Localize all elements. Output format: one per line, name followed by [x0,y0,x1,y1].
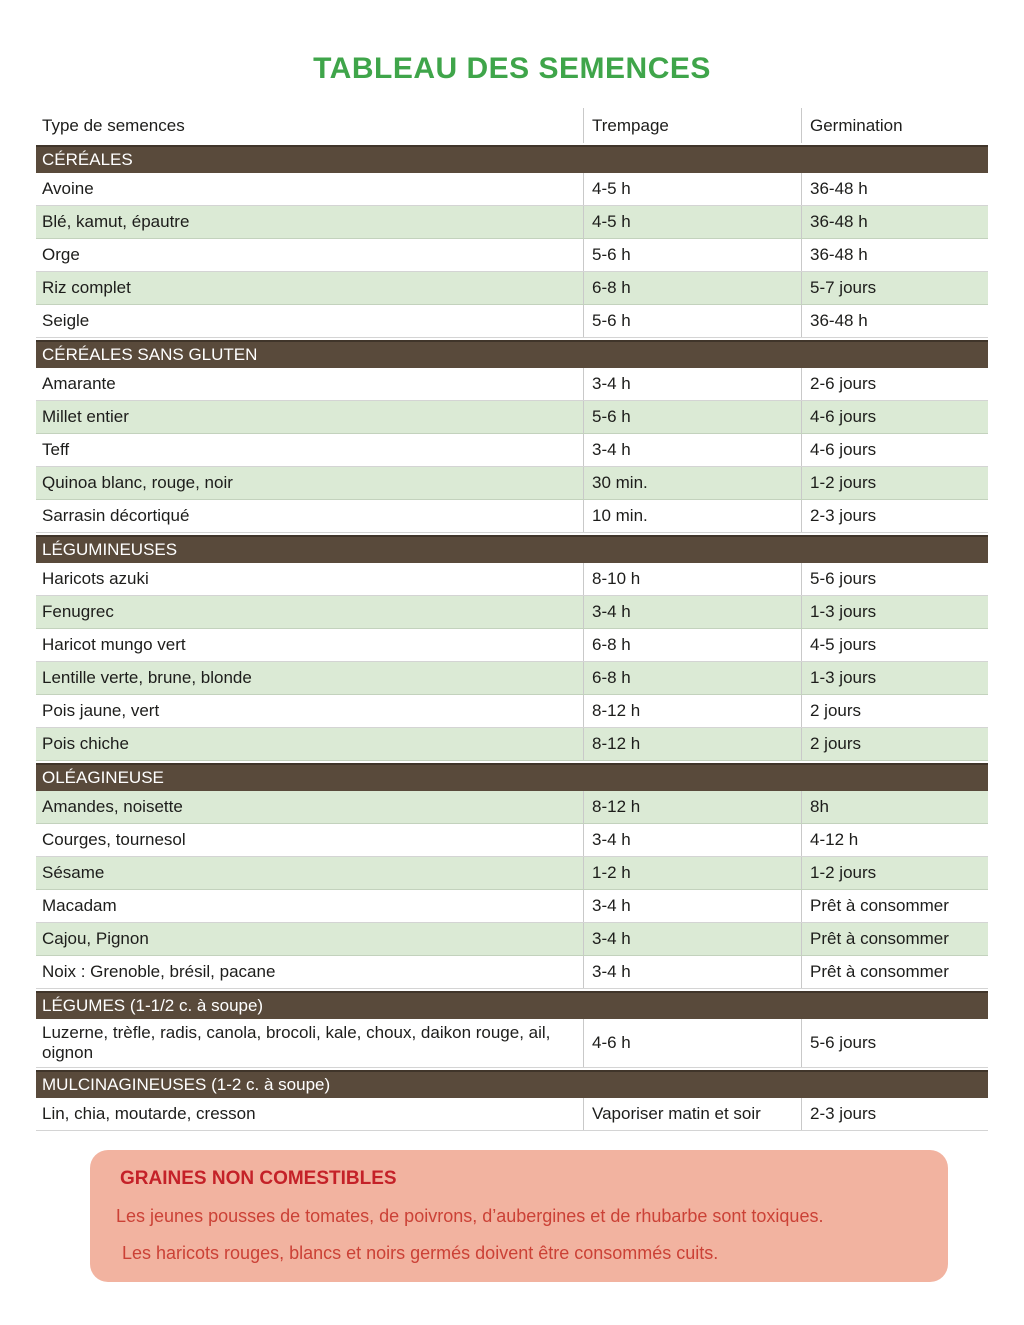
table-row [36,857,988,890]
table-row [36,173,988,206]
seed-name: Riz complet [42,278,131,297]
seed-name: Quinoa blanc, rouge, noir [42,473,233,492]
table-row [36,695,988,728]
germination-value: 36-48 h [801,239,988,271]
section-header: MULCINAGINEUSES (1-2 c. à soupe) [36,1070,988,1098]
seed-name: Courges, tournesol [42,830,186,849]
column-header-trempage: Trempage [583,108,801,143]
seed-name: Noix : Grenoble, brésil, pacane [42,962,276,981]
germination-value: 5-6 jours [801,1019,988,1067]
trempage-value: 4-5 h [583,173,801,205]
seed-name: Haricots azuki [42,569,149,588]
germination-value: 1-2 jours [801,857,988,889]
table-row [36,239,988,272]
germination-value: 5-7 jours [801,272,988,304]
seed-name: Blé, kamut, épautre [42,212,190,231]
trempage-value: 4-6 h [583,1019,801,1067]
germination-value: 2-3 jours [801,500,988,532]
page-title: TABLEAU DES SEMENCES [313,52,711,85]
table-row [36,206,988,239]
warning-line-2: Les haricots rouges, blancs et noirs germés doivent être consommés cuits. [122,1243,719,1263]
table-row [36,824,988,857]
seed-name: Sésame [42,863,105,882]
trempage-value: Vaporiser matin et soir [583,1098,801,1130]
table-row [36,305,988,338]
seed-name: Pois chiche [42,734,129,753]
table-row [36,1098,988,1131]
seed-name: Lin, chia, moutarde, cresson [42,1104,256,1123]
germination-value: 4-12 h [801,824,988,856]
germination-value: Prêt à consommer [801,923,988,955]
seed-table-body [36,145,988,1131]
germination-value: 2 jours [801,728,988,760]
seed-name: Cajou, Pignon [42,929,149,948]
seed-name: Sarrasin décortiqué [42,506,190,525]
seed-name: Millet entier [42,407,129,426]
trempage-value: 8-12 h [583,695,801,727]
trempage-value: 4-5 h [583,206,801,238]
table-row [36,596,988,629]
seed-name: Fenugrec [42,602,114,621]
table-row [36,1019,988,1068]
table-column-header-row [36,108,988,143]
germination-value: 1-3 jours [801,596,988,628]
section-header: CÉRÉALES [36,145,988,173]
section-header: LÉGUMINEUSES [36,535,988,563]
trempage-value: 3-4 h [583,596,801,628]
table-row [36,401,988,434]
table-row [36,467,988,500]
seed-name: Amandes, noisette [42,797,183,816]
warning-box [90,1150,948,1282]
table-row [36,368,988,401]
trempage-value: 6-8 h [583,272,801,304]
table-row [36,728,988,761]
table-row [36,629,988,662]
table-row [36,500,988,533]
germination-value: 36-48 h [801,305,988,337]
germination-value: 1-2 jours [801,467,988,499]
warning-title: GRAINES NON COMESTIBLES [120,1168,397,1189]
section-header: LÉGUMES (1-1/2 c. à soupe) [36,991,988,1019]
trempage-value: 8-10 h [583,563,801,595]
trempage-value: 3-4 h [583,824,801,856]
germination-value: 36-48 h [801,206,988,238]
germination-value: 4-6 jours [801,401,988,433]
trempage-value: 8-12 h [583,728,801,760]
column-header-germination: Germination [801,108,988,143]
seed-name: Macadam [42,896,117,915]
seed-name: Amarante [42,374,116,393]
germination-value: Prêt à consommer [801,956,988,988]
trempage-value: 3-4 h [583,956,801,988]
table-row [36,272,988,305]
section-header: CÉRÉALES SANS GLUTEN [36,340,988,368]
seed-name: Pois jaune, vert [42,701,160,720]
table-row [36,890,988,923]
trempage-value: 8-12 h [583,791,801,823]
germination-value: 1-3 jours [801,662,988,694]
table-row [36,434,988,467]
table-row [36,563,988,596]
table-row [36,791,988,824]
trempage-value: 10 min. [583,500,801,532]
trempage-value: 5-6 h [583,239,801,271]
column-header-type: Type de semences [42,115,185,135]
trempage-value: 3-4 h [583,434,801,466]
seed-name: Orge [42,245,80,264]
trempage-value: 30 min. [583,467,801,499]
germination-value: 2-3 jours [801,1098,988,1130]
germination-value: Prêt à consommer [801,890,988,922]
germination-value: 2-6 jours [801,368,988,400]
germination-value: 5-6 jours [801,563,988,595]
trempage-value: 3-4 h [583,368,801,400]
seed-name: Teff [42,440,70,459]
table-row [36,662,988,695]
germination-value: 4-5 jours [801,629,988,661]
seed-name: Lentille verte, brune, blonde [42,668,252,687]
seed-name: Haricot mungo vert [42,635,186,654]
trempage-value: 5-6 h [583,401,801,433]
germination-value: 36-48 h [801,173,988,205]
seed-name: Seigle [42,311,90,330]
germination-value: 2 jours [801,695,988,727]
germination-value: 4-6 jours [801,434,988,466]
trempage-value: 5-6 h [583,305,801,337]
seed-name: Avoine [42,179,94,198]
trempage-value: 3-4 h [583,890,801,922]
trempage-value: 6-8 h [583,662,801,694]
trempage-value: 1-2 h [583,857,801,889]
seed-name: Luzerne, trèfle, radis, canola, brocoli, kale, choux, daikon rouge, ail, oignon [42,1023,551,1062]
warning-line-1: Les jeunes pousses de tomates, de poivrons, d’aubergines et de rhubarbe sont toxiques. [116,1206,824,1226]
table-row [36,956,988,989]
trempage-value: 6-8 h [583,629,801,661]
section-header: OLÉAGINEUSE [36,763,988,791]
trempage-value: 3-4 h [583,923,801,955]
seed-table [36,108,988,1131]
table-row [36,923,988,956]
germination-value: 8h [801,791,988,823]
